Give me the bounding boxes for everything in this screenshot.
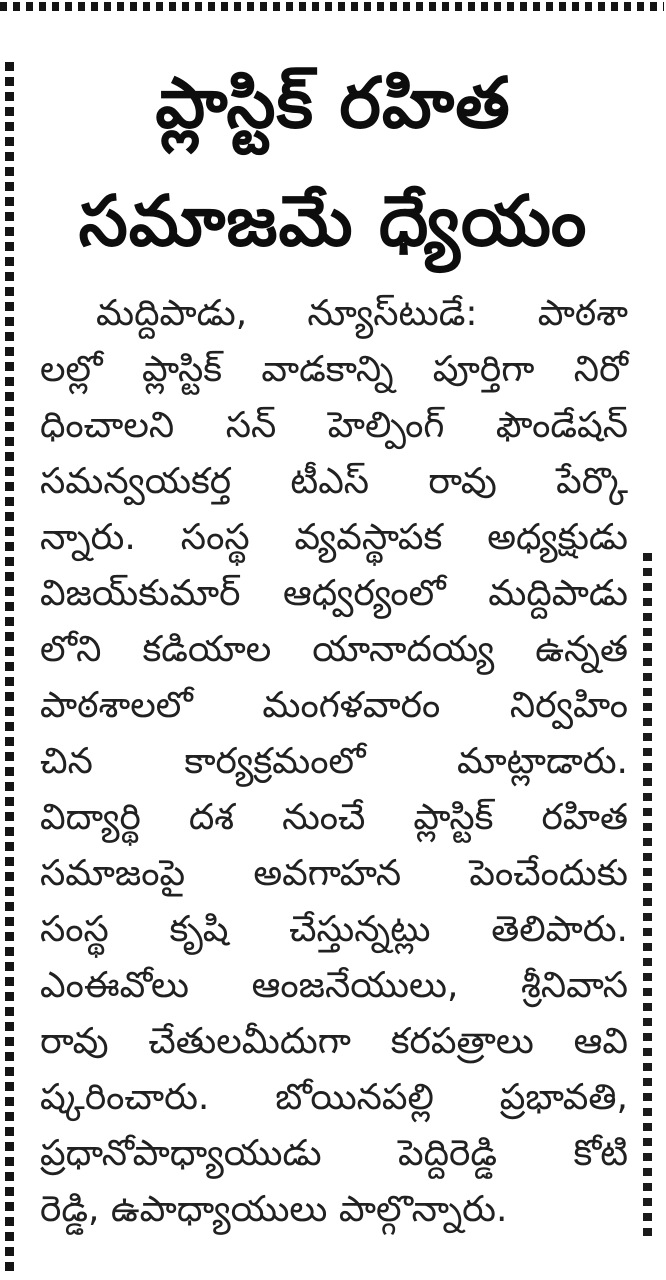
body-line: విద్యార్థి దశ నుంచే ప్లాస్టిక్ రహిత [40, 797, 628, 838]
body-line: ధించాలని సన్ హెల్పింగ్ ఫౌండేషన్ [40, 405, 628, 446]
body-line: న్నారు. సంస్థ వ్యవస్థాపక అధ్యక్షుడు [40, 517, 628, 558]
top-dashed-rule [0, 2, 664, 11]
article-body [40, 286, 628, 1238]
headline-line-2: సమాజమే ధ్యేయం [78, 180, 588, 262]
headline-line-1: ప్లాస్టిక్ రహిత [155, 62, 511, 144]
right-dotted-rule [643, 553, 652, 1237]
body-line: ప్రధానోపాధ్యాయుడు పెద్దిరెడ్డి కోటి [40, 1133, 628, 1174]
body-line: సంస్థ కృషి చేస్తున్నట్లు తెలిపారు. [40, 909, 628, 950]
body-line: లల్లో ప్లాస్టిక్ వాడకాన్ని పూర్తిగా నిరో [40, 349, 628, 390]
body-line: లోని కడియాల యానాదయ్య ఉన్నత [40, 629, 628, 670]
left-dashed-rule [5, 62, 14, 1272]
body-line: ష్కరించారు. బోయినపల్లి ప్రభావతి, [40, 1077, 628, 1118]
body-line: మద్దిపాడు, న్యూస్‌టుడే: పాఠశా [96, 293, 628, 334]
body-line: చిన కార్యక్రమంలో మాట్లాడారు. [40, 741, 628, 782]
body-line: ఎంఈవోలు ఆంజనేయులు, శ్రీనివాస [40, 965, 628, 1006]
body-line: పాఠశాలలో మంగళవారం నిర్వహిం [40, 685, 628, 726]
body-line: రెడ్డి, ఉపాధ్యాయులు పాల్గొన్నారు. [40, 1189, 508, 1230]
body-line: సమన్వయకర్త టీఎస్ రావు పేర్కొ [40, 461, 628, 502]
article-headline [30, 44, 636, 280]
body-line: సమాజంపై అవగాహన పెంచేందుకు [40, 853, 628, 894]
body-line: విజయ్‌కుమార్ ఆధ్వర్యంలో మద్దిపాడు [40, 573, 628, 614]
body-line: రావు చేతులమీదుగా కరపత్రాలు ఆవి [40, 1021, 628, 1062]
